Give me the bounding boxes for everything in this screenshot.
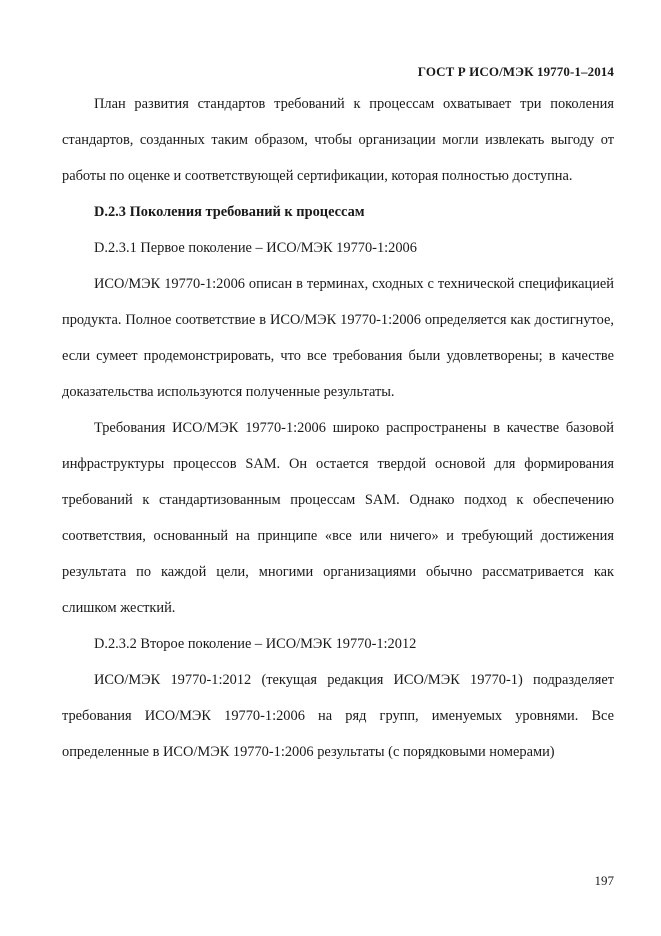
intro-paragraph: План развития стандартов требований к процессам охватывает три поколения стандартов, созданных таким образом, чтобы организации могли извлекать выгоду от работы по оценке и соответствующей сертификации, которая полностью доступна. — [62, 96, 614, 184]
subsection-heading-d231: D.2.3.1 Первое поколение – ИСО/МЭК 19770-1:2006 — [94, 240, 417, 256]
document-body — [62, 86, 614, 770]
page-number: 197 — [594, 873, 614, 888]
section-heading-d23: D.2.3 Поколения требований к процессам — [94, 204, 365, 220]
body-paragraph: Требования ИСО/МЭК 19770-1:2006 широко распространены в качестве базовой инфраструктуры процессов SAM. Он остается твердой основой для формирования требований к стандартизованным процессам SAM. Однако подход к обеспечению соответствия, основанный на принципе «все или ничего» и требующий достижения результата по каждой цели, многими организациями обычно рассматривается как слишком жесткий. — [62, 420, 614, 616]
subsection-heading-d232: D.2.3.2 Второе поколение – ИСО/МЭК 19770-1:2012 — [94, 636, 417, 652]
body-paragraph: ИСО/МЭК 19770-1:2006 описан в терминах, сходных с технической спецификацией продукта. Полное соответствие в ИСО/МЭК 19770-1:2006 определяется как достигнутое, если сумеет продемонстрировать, что все требования были удовлетворены; в качестве доказательства используются полученные результаты. — [62, 276, 614, 400]
body-paragraph: ИСО/МЭК 19770-1:2012 (текущая редакция ИСО/МЭК 19770-1) подразделяет требования ИСО/МЭК 19770-1:2006 на ряд групп, именуемых уровнями. Все определенные в ИСО/МЭК 19770-1:2006 результаты (с порядковыми номерами) — [62, 672, 614, 760]
standard-header: ГОСТ Р ИСО/МЭК 19770-1–2014 — [417, 64, 614, 79]
